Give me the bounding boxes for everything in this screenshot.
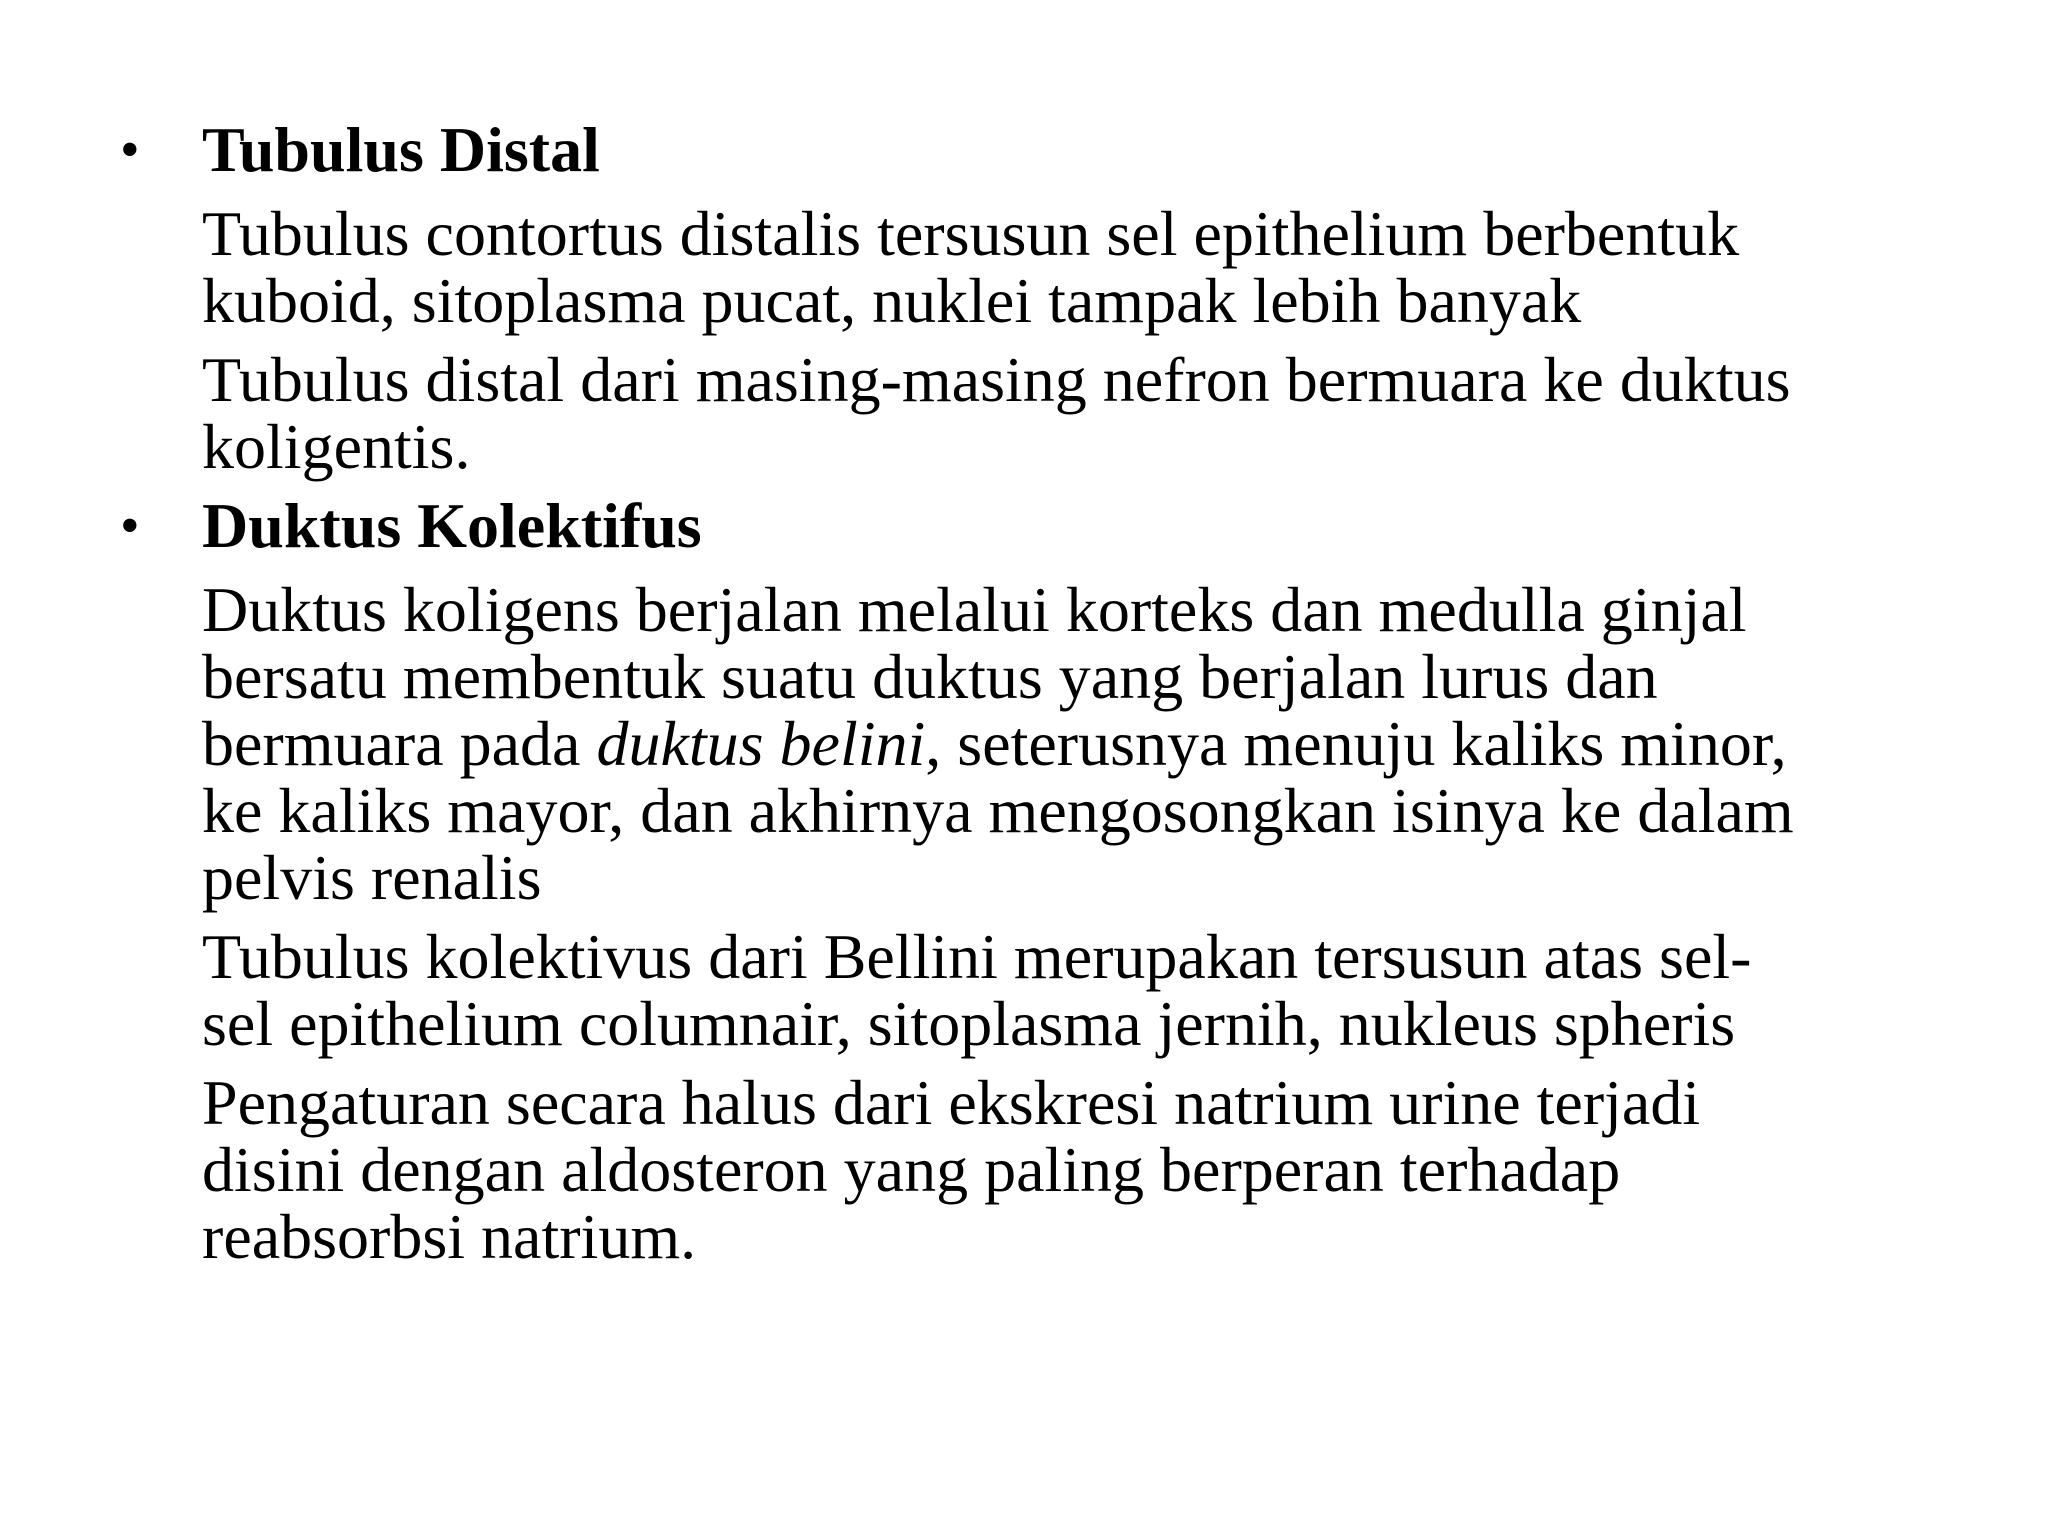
paragraph-line: bersatu membentuk suatu duktus yang berjalan lurus dan: [202, 641, 1658, 712]
text-run: bermuara pada: [202, 708, 597, 779]
text-run: , seterusnya menuju kaliks minor,: [925, 708, 1787, 779]
paragraph-line: [202, 710, 1940, 777]
section-duktus-kolektifus: [120, 488, 1940, 1270]
paragraph: [202, 200, 1940, 334]
paragraph-line: Tubulus kolektivus dari Bellini merupakan tersusun atas sel-: [202, 921, 1752, 992]
slide-content: [120, 112, 1940, 1270]
paragraph: [202, 1069, 1940, 1270]
section-heading-row: [120, 488, 1940, 564]
paragraph-line: Duktus koligens berjalan melalui korteks dan medulla ginjal: [202, 574, 1747, 645]
paragraph-line: reabsorbsi natrium.: [202, 1201, 697, 1272]
paragraph: [202, 923, 1940, 1057]
section-heading: Tubulus Distal: [202, 114, 600, 185]
paragraph-line: Pengaturan secara halus dari ekskresi natrium urine terjadi: [202, 1067, 1701, 1138]
paragraph-line: Tubulus distal dari masing-masing nefron bermuara ke duktus: [202, 344, 1791, 415]
paragraph: [202, 576, 1940, 911]
paragraph-line: Tubulus contortus distalis tersusun sel epithelium berbentuk: [202, 198, 1740, 269]
paragraph-line: kuboid, sitoplasma pucat, nuklei tampak lebih banyak: [202, 265, 1582, 336]
section-tubulus-distal: [120, 112, 1940, 480]
section-heading: Duktus Kolektifus: [202, 490, 702, 561]
paragraph-line: koligentis.: [202, 411, 471, 482]
bullet-icon: •: [120, 495, 140, 557]
paragraph-line: ke kaliks mayor, dan akhirnya mengosongkan isinya ke dalam: [202, 775, 1794, 846]
paragraph: [202, 346, 1940, 480]
bullet-icon: •: [120, 119, 140, 181]
paragraph-line: pelvis renalis: [202, 842, 542, 913]
paragraph-line: sel epithelium columnair, sitoplasma jernih, nukleus spheris: [202, 988, 1736, 1059]
paragraph-line: disini dengan aldosteron yang paling berperan terhadap: [202, 1134, 1621, 1205]
italic-term: duktus belini: [596, 708, 926, 779]
section-heading-row: [120, 112, 1940, 188]
